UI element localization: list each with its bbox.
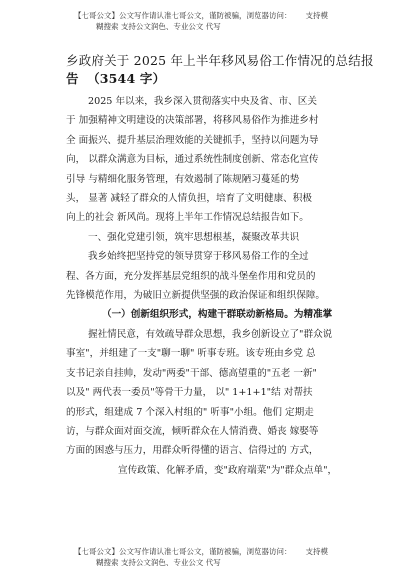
body-line: 支书记亲自挂帅，发动"两委"干部、德高望重的"五老 一新" [66,367,317,379]
body-line: 头， 显著 减轻了群众的人情负担，培育了文明健康、积极 [66,193,312,205]
body-line: 访，与群众面对面交流，倾听群众在人情消费、婚丧 嫁娶等 [66,425,319,437]
body-line: 向， 以群众满意为目标，通过系统性制度创新、常态化宣传 [66,154,319,166]
paragraph-organization [66,325,358,480]
body-line: 我乡始终把坚持党的领导贯穿于移风易俗工作的全过 [88,251,309,263]
body-line: 先锋模范作用，为破旧立新提供坚强的政治保证和组织保障。 [66,290,326,302]
body-line: 于 加强精神文明建设的决策部署，将移风易俗作为推进乡村 [66,115,319,127]
body-line: 宣传政策、化解矛盾，变"政府端菜"为"群众点单"， [118,464,338,476]
header-line-1: 【七哥公文】公文写作请认准七哥公文，谨防被骗，浏览器访问： 支持模 [74,11,328,20]
document-body [66,92,358,480]
body-line: 的形式，组建成 7 个深入村组的" 听事"小组。他们 定期走 [66,406,314,418]
title-line-2: 告 （3544 字） [66,71,166,86]
body-line: 握社情民意，有效疏导群众思想，我乡创新设立了"群众说 [88,328,333,340]
section-heading-1: 一、强化党建引领，筑牢思想根基，凝聚改革共识 [88,231,300,243]
body-line: 方面的困惑与压力，用群众听得懂的语言、信得过的 方式， [66,445,319,457]
page-header [74,10,374,32]
body-line: 向上的社会 新风尚。现将上半年工作情况总结报告如下。 [66,212,309,224]
document-title [66,52,374,88]
body-line: 引导 与精细化服务管理，有效遏制了陈规陋习蔓延的势 [66,173,300,185]
body-line: 程、各方面，充分发挥基层党组织的战斗堡垒作用和党员的 [66,270,316,282]
subsection-heading-1: （一）创新组织形式，构建干群联动新格局。为精准掌 [102,309,333,321]
body-line: 以及" 两代表一委员"等骨干力量， 以" 1+1+1"结 对帮扶 [66,387,313,399]
paragraph-party-leadership [66,247,358,305]
word-count: （3544 字） [87,71,166,86]
title-line-1: 乡政府关于 2025 年上半年移风易俗工作情况的总结报 [66,53,374,68]
footer-line-1: 【七哥公文】公文写作请认准七哥公文，谨防被骗，浏览器访问： 支持模 [74,547,328,556]
footer-line-2: 糊搜索 支持公文润色、专业公文 代写 [96,558,221,567]
page-footer [74,546,374,568]
header-line-2: 糊搜索 支持公文润色、专业公文 代写 [96,22,221,31]
body-line: 2025 年以来，我乡深入贯彻落实中央及省、市、区关 [88,96,317,107]
paragraph-intro [66,92,358,228]
body-line: 事室"，并组建了一支"聊一聊" 听事专班。该专班由乡党 总 [66,348,316,360]
body-line: 全 面振兴、提升基层治理效能的关键抓手，坚持以问题为导 [66,134,319,146]
